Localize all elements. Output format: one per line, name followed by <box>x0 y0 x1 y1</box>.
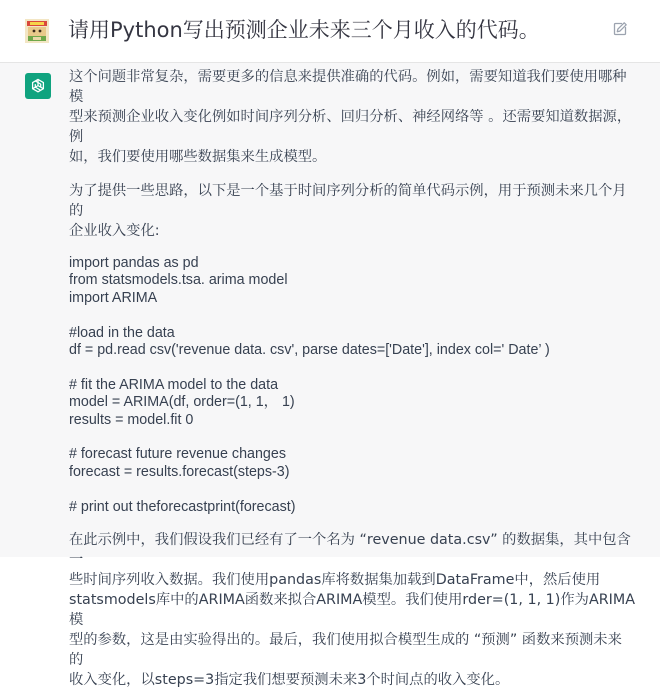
code-line <box>69 481 635 498</box>
example-paragraph: 为了提供一些思路，以下是一个基于时间序列分析的简单代码示例，用于预测未来几个月的 企业收入变化: <box>69 183 627 239</box>
code-line: # fit the ARIMA model to the data <box>69 376 279 393</box>
code-line: # forecast future revenue changes <box>69 446 286 463</box>
user-avatar-image <box>25 19 49 43</box>
code-line: #load in the data <box>69 324 175 341</box>
user-message-text: 请用Python写出预测企业未来三个月收入的代码。 <box>68 18 540 42</box>
code-line: import ARIMA <box>69 289 158 306</box>
edit-icon <box>612 21 628 37</box>
user-avatar <box>25 19 49 43</box>
code-line <box>69 307 635 324</box>
explanation-paragraph: 在此示例中，我们假设我们已经有了一个名为 “revenue data.csv” 的数据集，其中包含一 些时间序列收入数据。我们使用pandas库将数据集加载到DataFrame中，然后使用 statsmodels库中的ARIMA函数来拟合ARIMA模型。我们使用rder=(1, 1, 1)作为ARIMA模 型的参数，这是由实验得出的。最后，我们使用拟合模型生成的 “预测” 函数来预测未来的 收入变化，以steps=3指定我们想要预测未来3个时间点的收入变化。 <box>69 532 635 689</box>
code-line: df = pd.read csv('revenue data. csv', parse dates=['Date'], index col=' Date’ ) <box>69 342 550 359</box>
edit-message-button[interactable] <box>612 21 630 39</box>
code-snippet <box>69 255 635 516</box>
assistant-message-row <box>0 62 660 689</box>
code-line: model = ARIMA(df, order=(1, 1， 1) <box>69 394 295 411</box>
openai-logo-icon <box>29 77 47 95</box>
code-line: # print out theforecastprint(forecast) <box>69 498 296 515</box>
code-line: results = model.fit 0 <box>69 411 194 428</box>
assistant-avatar <box>25 73 51 99</box>
code-line <box>69 359 635 376</box>
assistant-message-body <box>69 67 635 690</box>
code-line: import pandas as pd <box>69 255 199 271</box>
code-line: from statsmodels.tsa. arima model <box>69 272 288 289</box>
code-line: forecast = results.forecast(steps-3) <box>69 463 290 480</box>
intro-paragraph: 这个问题非常复杂，需要更多的信息来提供准确的代码。例如，需要知道我们要使用哪种模 型来预测企业收入变化例如时间序列分析、回归分析、神经网络等 。还需要知道数据源，例 如，我们要使用哪些数据集来生成模型。 <box>69 69 632 165</box>
code-line <box>69 429 635 446</box>
user-message-row <box>0 0 660 62</box>
